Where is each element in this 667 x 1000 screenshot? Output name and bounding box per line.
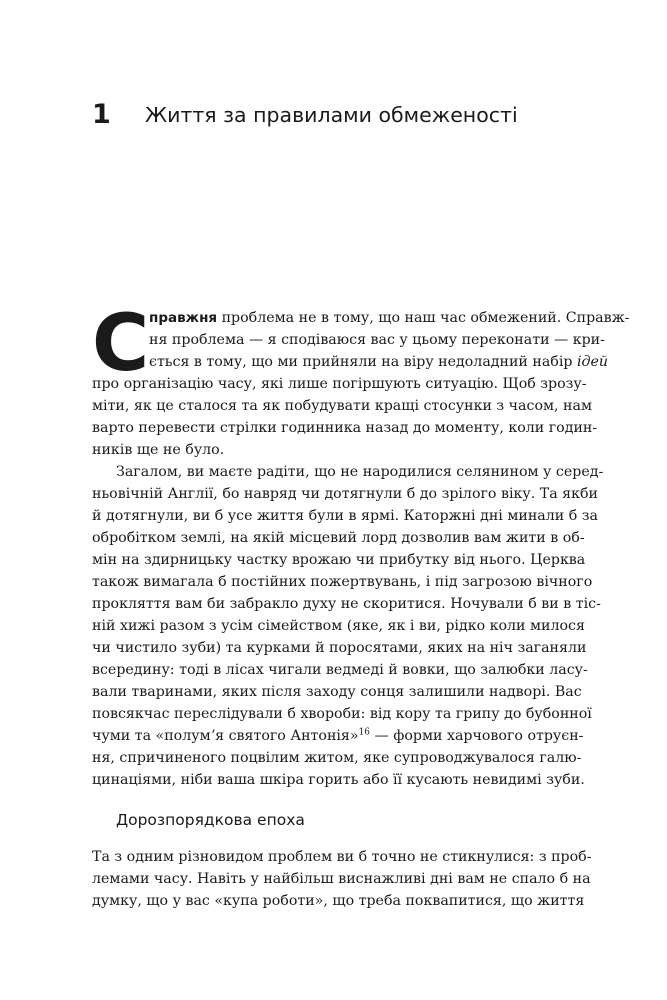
italic-word: ідей xyxy=(576,354,609,370)
text-line: варто перевести стрілки годинника назад до моменту, коли годин- xyxy=(92,420,598,436)
chapter-title: Життя за правилами обмеженості xyxy=(145,103,518,127)
text-line: лемами часу. Навіть у найбільш виснажливі дні вам не спало б на xyxy=(92,871,591,887)
lead-word: правжня xyxy=(149,310,218,326)
text-line: вали тваринами, яких після заходу сонця залишили надворі. Вас xyxy=(92,684,582,700)
text-line: правжня проблема не в тому, що наш час обмежений. Справж- xyxy=(149,310,630,326)
text-line: чи чистило зуби) та курками й поросятами, яких на ніч заганяли xyxy=(92,640,587,656)
text-line: Та з одним різновидом проблем ви б точно не стикнулися: з проб- xyxy=(92,849,592,865)
text-line: повсякчас переслідували б хвороби: від кору та грипу до бубонної xyxy=(92,706,592,722)
text-line: ників ще не було. xyxy=(92,442,225,458)
section-subheading: Дорозпорядкова епоха xyxy=(116,811,305,829)
text-line: також вимагала б постійних пожертвувань, і під загрозою вічного xyxy=(92,574,593,590)
text-line: чуми та «полумʼя святого Антонія»$^{16}$ — форми харчового отруєн- xyxy=(92,727,584,744)
text-line: думку, що у вас «купа роботи», що треба поквапитися, що життя xyxy=(92,893,585,909)
text-line: прокляття вам би забракло духу не скоритися. Ночували б ви в тіс- xyxy=(92,596,601,612)
text-line: й дотягнули, ви б усе життя були в ярмі. Каторжні дні минали б за xyxy=(92,508,598,524)
text-line: про організацію часу, які лише погіршують ситуацію. Щоб зрозу- xyxy=(92,376,587,392)
text-line: мін на здирницьку частку врожаю чи прибутку від нього. Церква xyxy=(92,552,586,568)
text-line: ня проблема — я сподіваюся вас у цьому переконати — кри- xyxy=(149,332,605,348)
text-line: ється в тому, що ми прийняли на віру недоладний набір ідей xyxy=(149,354,609,370)
chapter-number: 1 xyxy=(92,99,111,130)
text-line: всередину: тоді в лісах чигали ведмеді й вовки, що залюбки ласу- xyxy=(92,662,588,678)
footnote-ref[interactable]: 16 xyxy=(358,727,371,738)
text-line: ньовічній Англії, бо навряд чи дотягнули б до зрілого віку. Та якби xyxy=(92,486,598,502)
drop-cap: С xyxy=(92,299,150,389)
text-line: цинаціями, ніби ваша шкіра горить або її кусають невидимі зуби. xyxy=(92,772,585,788)
text-line: ній хижі разом з усім сімейством (яке, як і ви, рідко коли милося xyxy=(92,618,585,634)
text-line: обробітком землі, на якій місцевий лорд дозволив вам жити в об- xyxy=(92,530,585,546)
text-line: міти, як це сталося та як побудувати кращі стосунки з часом, нам xyxy=(92,398,592,414)
text-line: Загалом, ви маєте радіти, що не народилися селянином у серед- xyxy=(116,464,604,480)
text-line: ня, спричиненого поцвілим житом, яке супроводжувалося галю- xyxy=(92,750,582,766)
